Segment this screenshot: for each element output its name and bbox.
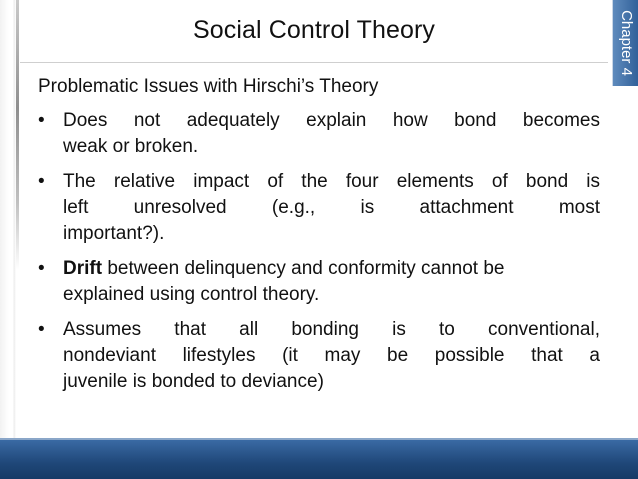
footer-bar — [0, 438, 638, 479]
bullet-icon: • — [38, 319, 45, 340]
bullet-icon: • — [38, 171, 45, 192]
bullet-line: nondeviant lifestyles (it may be possible that a — [63, 345, 600, 366]
bullet-text: between delinquency and conformity cannot be — [102, 258, 505, 279]
bullet-list — [38, 108, 600, 395]
bullet-item-3 — [38, 256, 600, 308]
drift-term: Drift — [63, 258, 103, 279]
bullet-item-1 — [38, 108, 600, 160]
bullet-item-2 — [38, 169, 600, 247]
bullet-line: important?). — [63, 223, 165, 244]
slide-title: Social Control Theory — [192, 16, 436, 44]
bullet-icon: • — [38, 258, 45, 279]
bullet-item-4 — [38, 317, 600, 395]
bullet-line: explained using control theory. — [63, 284, 320, 305]
slide-body — [38, 74, 600, 404]
left-frame-edge — [16, 0, 19, 270]
bullet-line: weak or broken. — [63, 136, 199, 157]
left-frame-decoration — [0, 0, 20, 440]
bullet-line — [63, 256, 600, 282]
bullet-line: Assumes that all bonding is to conventional, — [63, 319, 600, 340]
bullet-icon: • — [38, 110, 45, 131]
subheading: Problematic Issues with Hirschi’s Theory — [38, 76, 379, 97]
bullet-line: The relative impact of the four elements of bond is — [63, 171, 600, 192]
bullet-line: left unresolved (e.g., is attachment most — [63, 197, 600, 218]
chapter-label: Chapter 4 — [618, 10, 635, 76]
bullet-line: juvenile is bonded to deviance) — [63, 371, 324, 392]
title-area — [20, 0, 608, 63]
chapter-tab — [612, 0, 638, 86]
bullet-line: Does not adequately explain how bond becomes — [63, 110, 600, 131]
